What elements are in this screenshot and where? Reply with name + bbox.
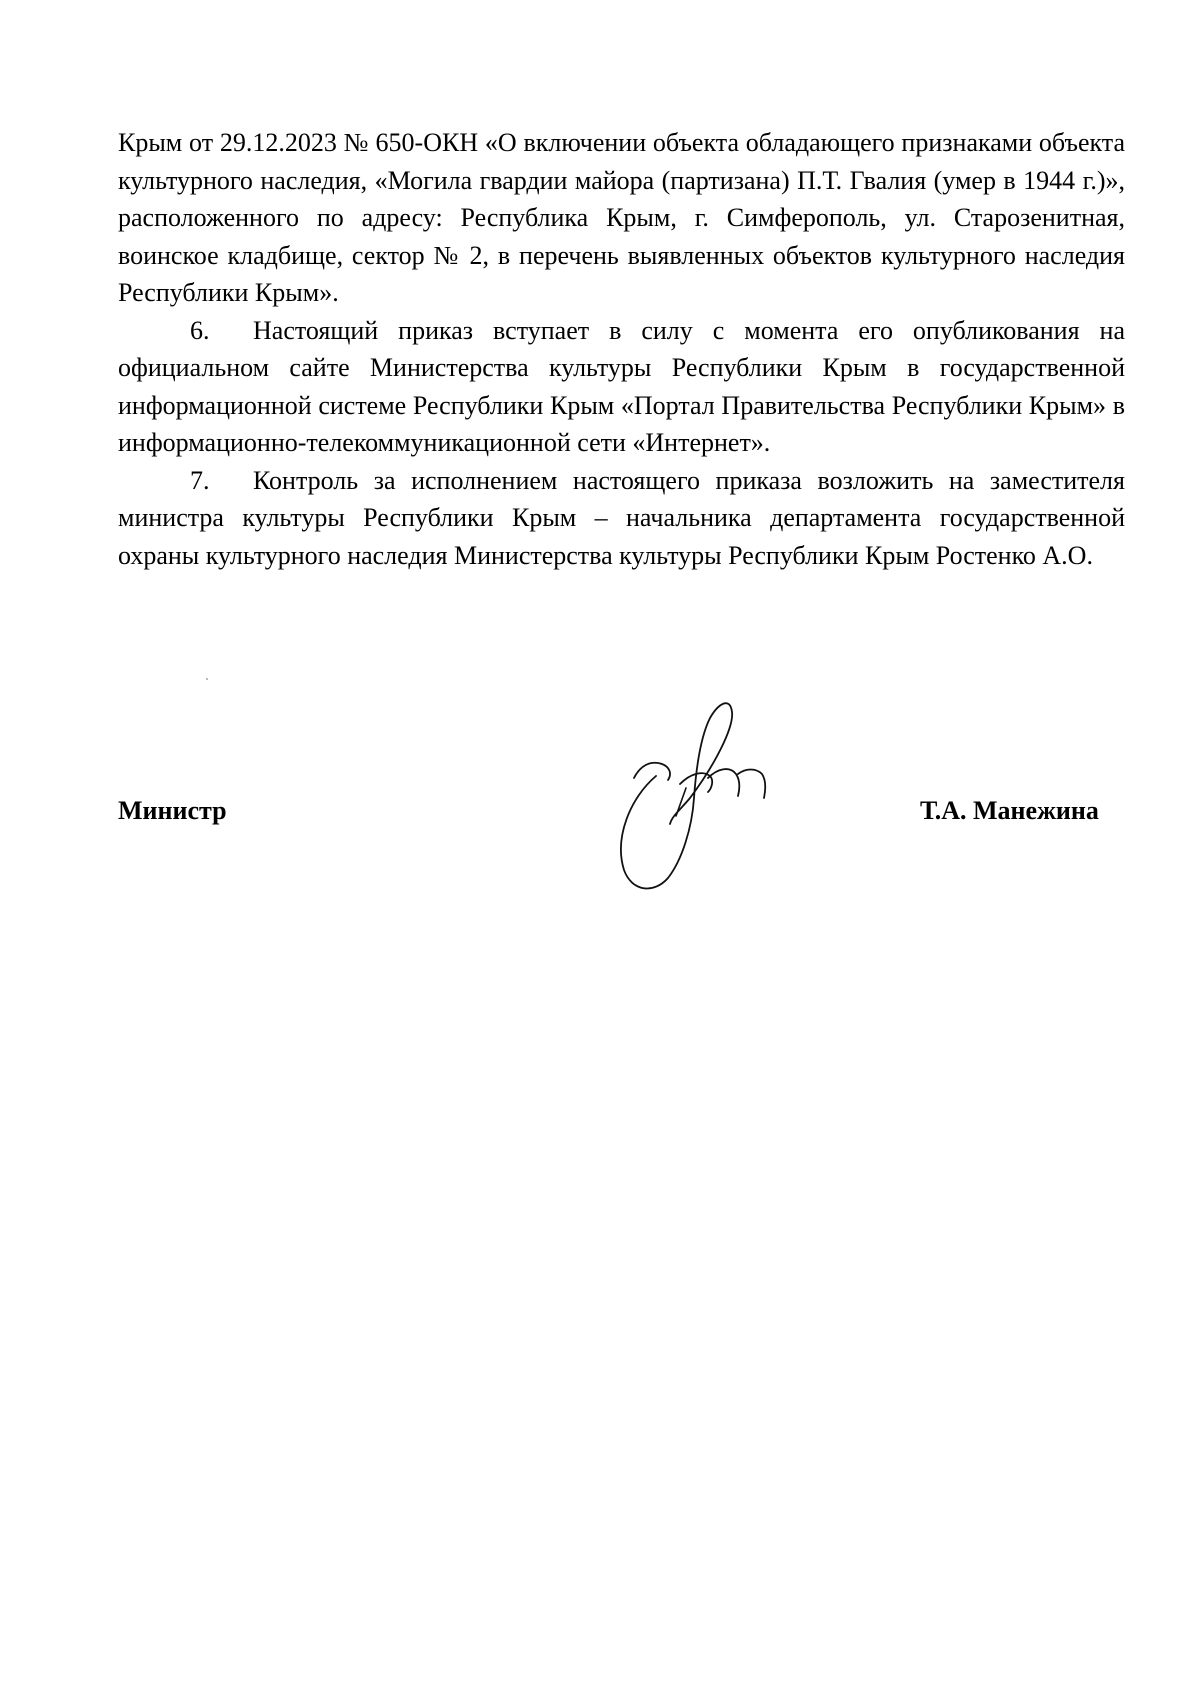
signatory-title: Министр <box>118 796 227 825</box>
item-number: 7. <box>190 465 210 495</box>
handwritten-signature <box>610 688 770 898</box>
signatory-name: Т.А. Манежина <box>920 796 1099 825</box>
paragraph-text: Настоящий приказ вступает в силу с момента его опубликования на официальном сайте Министерства культуры Республики Крым в государственной информационной системе Республики Крым «Портал Правительства Республики Крым» в информационно-телекоммуникационной сети «Интернет». <box>118 315 1125 457</box>
paragraph-text: Контроль за исполнением настоящего приказа возложить на заместителя министра культуры Республики Крым – начальника департамента государственной охраны культурного наследия Министерства культуры Республики Крым Ростенко А.О. <box>118 465 1125 570</box>
paragraph-text: Крым от 29.12.2023 № 650-ОКН «О включении объекта обладающего признаками объекта культурного наследия, «Могила гвардии майора (партизана) П.Т. Гвалия (умер в 1944 г.)», расположенного по адресу: Республика Крым, г. Симферополь, ул. Старозенитная, воинское кладбище, сектор № 2, в перечень выявленных объектов культурного наследия Республики Крым». <box>118 128 1125 307</box>
item-number: 6. <box>190 315 210 345</box>
